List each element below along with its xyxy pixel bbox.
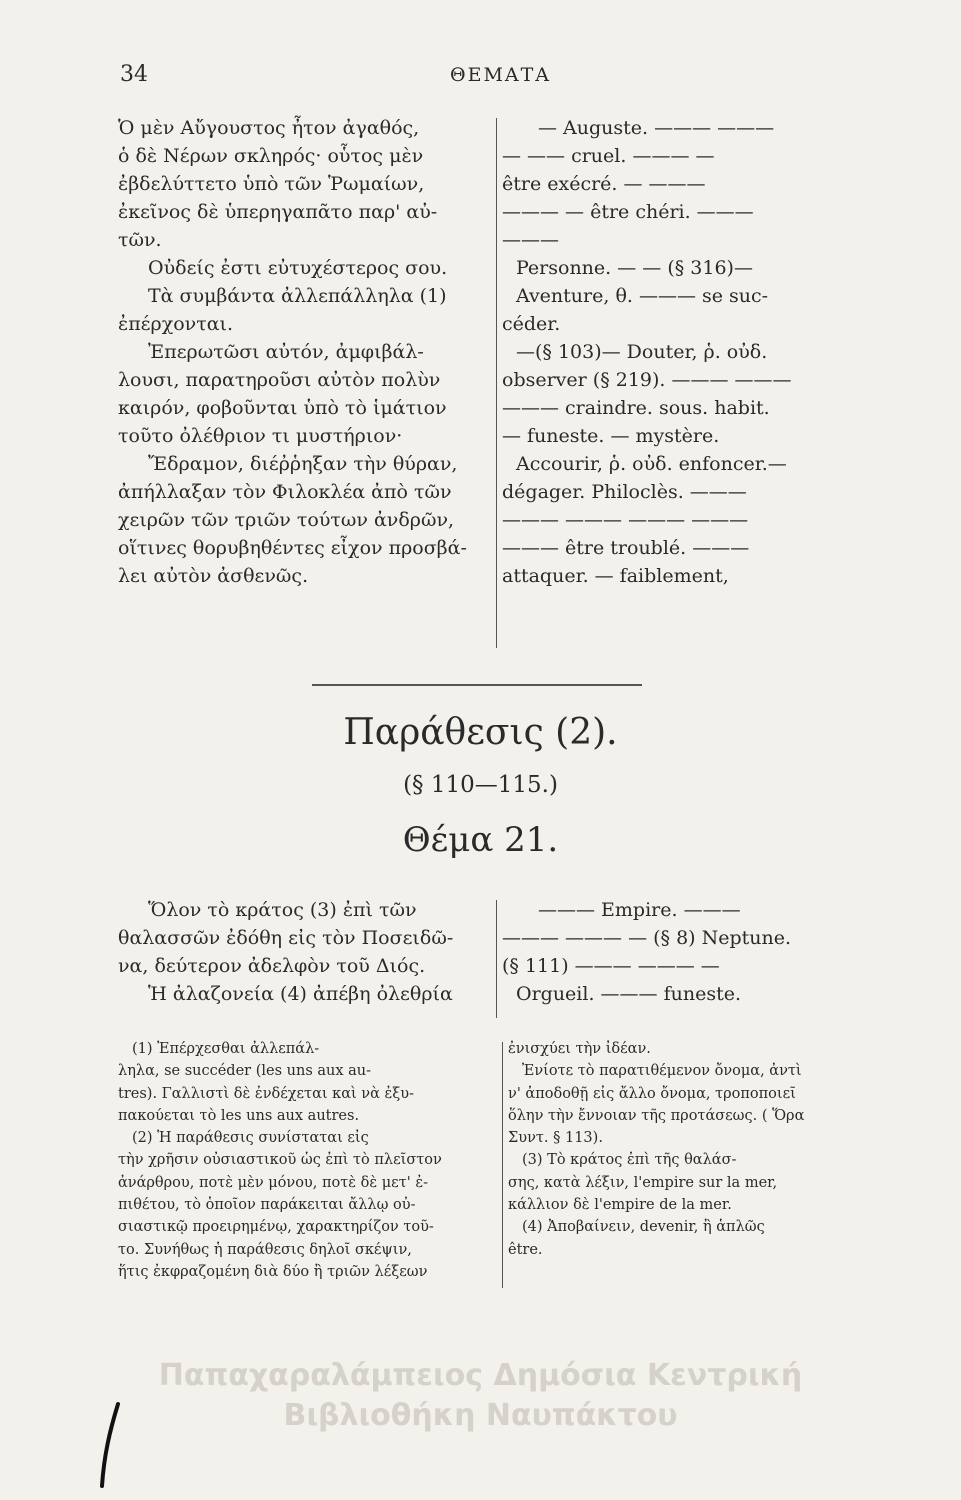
footnote-line: Ἐνίοτε τὸ παρατιθέμενον ὄνομα, ἀντὶ: [522, 1063, 802, 1080]
french-line: ——— — être chéri. ———: [502, 201, 754, 223]
greek-line: Ὁ μὲν Αὔγουστος ἦτον ἀγαθός,: [118, 117, 420, 139]
french-line: — Auguste. ——— ———: [538, 117, 775, 139]
french-line: — —— cruel. ——— —: [502, 145, 715, 167]
running-title: ΘΕΜΑΤΑ: [450, 64, 552, 86]
footnotes-right-column: [508, 1038, 888, 1261]
watermark-line-1: Παπαχαραλάμπειος Δημόσια Κεντρική: [158, 1358, 803, 1393]
french-line: —(§ 103)— Douter, ῥ. οὐδ.: [516, 341, 768, 363]
french-line: attaquer. — faiblement,: [502, 565, 729, 587]
french-line: ——— ——— ——— ———: [502, 509, 749, 531]
french-line: céder.: [502, 313, 561, 335]
greek-line: Ἔδραμον, διέῤῥηξαν τὴν θύραν,: [148, 453, 458, 475]
greek-line: θαλασσῶν ἐδόθη εἰς τὸν Ποσειδῶ-: [118, 927, 454, 949]
column-divider: [496, 118, 497, 648]
footnotes-left-column: [118, 1038, 490, 1283]
footnote-line: ὅλην τὴν ἔννοιαν τῆς προτάσεως. ( Ὅρα: [508, 1107, 805, 1124]
footnote-line: ἀνάρθρου, ποτὲ μὲν μόνου, ποτὲ δὲ μετ' ἐ-: [118, 1174, 428, 1191]
footnote-line: τὴν χρῆσιν οὐσιαστικοῦ ὡς ἐπὶ τὸ πλεῖστον: [118, 1152, 442, 1169]
footnote-line: (4) Ἀποβαίνειν, devenir, ἢ ἁπλῶς: [522, 1219, 765, 1236]
french-line: (§ 111) ——— ——— —: [502, 955, 720, 977]
section-reference: (§ 110—115.): [403, 772, 558, 798]
footnote-line: ληλα, se succéder (les uns aux au-: [118, 1063, 372, 1080]
ink-stroke-mark: [96, 1400, 126, 1490]
greek-line: ἀπήλλαξαν τὸν Φιλοκλέα ἀπὸ τῶν: [118, 481, 452, 503]
greek-line: λουσι, παρατηροῦσι αὐτὸν πολὺν: [118, 369, 441, 391]
section-separator: [312, 684, 642, 686]
greek-line: ὁ δὲ Νέρων σκληρός· οὗτος μὲν: [118, 145, 424, 167]
page-number: 34: [120, 62, 148, 87]
footnote-line: (1) Ἐπέρχεσθαι ἀλλεπάλ-: [132, 1041, 320, 1057]
french-line: ———: [502, 229, 559, 251]
footnote-line: σης, κατὰ λέξιν, l'empire sur la mer,: [508, 1174, 778, 1191]
french-line: observer (§ 219). ——— ———: [502, 369, 792, 391]
footnote-divider: [502, 1042, 503, 1288]
theme-title: Θέμα 21.: [402, 820, 559, 860]
footnotes: [118, 1038, 888, 1288]
greek-line: λει αὐτὸν ἀσθενῶς.: [118, 565, 309, 587]
exercise-1-french-column: [502, 114, 892, 590]
french-line: Accourir, ῥ. οὐδ. enfoncer.—: [516, 453, 787, 475]
french-line: ——— Empire. ———: [538, 899, 741, 921]
exercise-2-greek-column: [118, 896, 490, 1008]
exercise-1: [118, 114, 888, 654]
exercise-2: [118, 896, 888, 1016]
footnote-line: πακούεται τὸ les uns aux autres.: [118, 1107, 360, 1124]
footnote-line: ἥτις ἐκφραζομένη διὰ δύο ἢ τριῶν λέξεων: [118, 1263, 428, 1280]
page-header: [120, 62, 880, 92]
greek-line: Τὰ συμβάντα ἀλλεπάλληλα (1): [148, 285, 447, 307]
french-line: ——— craindre. sous. habit.: [502, 397, 770, 419]
footnote-line: κάλλιον δὲ l'empire de la mer.: [508, 1197, 732, 1214]
greek-line: Ὅλον τὸ κράτος (3) ἐπὶ τῶν: [148, 899, 417, 921]
exercise-2-french-column: [502, 896, 892, 1008]
french-line: ——— être troublé. ———: [502, 537, 750, 559]
footnote-line: Συντ. § 113).: [508, 1130, 603, 1147]
footnote-line: (3) Τὸ κράτος ἐπὶ τῆς θαλάσ-: [522, 1152, 737, 1169]
greek-line: Ἐπερωτῶσι αὐτόν, ἀμφιβάλ-: [148, 341, 424, 363]
french-line: Orgueil. ——— funeste.: [516, 983, 741, 1005]
footnote-line: πιθέτου, τὸ ὁποῖον παράκειται ἄλλῳ οὐ-: [118, 1197, 416, 1214]
greek-line: οἵτινες θορυβηθέντες εἶχον προσβά-: [118, 537, 467, 559]
footnote-line: ἐνισχύει τὴν ἰδέαν.: [508, 1041, 651, 1057]
footnote-line: σιαστικῷ προειρημένῳ, χαρακτηρίζον τοῦ-: [118, 1219, 434, 1236]
greek-line: να, δεύτερον ἀδελφὸν τοῦ Διός.: [118, 955, 426, 977]
section-title: Παράθεσις (2).: [343, 712, 618, 753]
footnote-line: (2) Ἡ παράθεσις συνίσταται εἰς: [132, 1130, 369, 1147]
greek-line: Οὐδείς ἐστι εὐτυχέστερος σου.: [148, 257, 448, 279]
greek-line: καιρόν, φοβοῦνται ὑπὸ τὸ ἱμάτιον: [118, 397, 447, 419]
greek-line: ἐβδελύττετο ὑπὸ τῶν Ῥωμαίων,: [118, 173, 425, 195]
footnote-line: être.: [508, 1241, 543, 1258]
french-line: ——— ——— — (§ 8) Neptune.: [502, 927, 792, 949]
french-line: Personne. — — (§ 316)—: [516, 257, 753, 279]
french-line: être exécré. — ———: [502, 173, 706, 195]
french-line: — funeste. — mystère.: [502, 425, 720, 447]
greek-line: χειρῶν τῶν τριῶν τούτων ἀνδρῶν,: [118, 509, 455, 531]
greek-line: τῶν.: [118, 229, 162, 251]
greek-line: Ἡ ἀλαζονεία (4) ἀπέβη ὀλεθρία: [148, 983, 453, 1005]
greek-line: τοῦτο ὀλέθριον τι μυστήριον·: [118, 425, 403, 447]
footnote-line: ν' ἀποδοθῇ εἰς ἄλλο ὄνομα, τροποποιεῖ: [508, 1085, 796, 1102]
column-divider: [496, 900, 497, 1018]
french-line: Aventure, θ. ——— se suc-: [516, 285, 769, 307]
footnote-line: tres). Γαλλιστὶ δὲ ἐνδέχεται καὶ νὰ ἐξυ-: [118, 1085, 414, 1102]
french-line: dégager. Philoclès. ———: [502, 481, 747, 503]
exercise-1-greek-column: [118, 114, 490, 590]
greek-line: ἐκεῖνος δὲ ὑπερηγαπᾶτο παρ' αὐ-: [118, 201, 438, 223]
greek-line: ἐπέρχονται.: [118, 313, 234, 335]
footnote-line: το. Συνήθως ἡ παράθεσις δηλοῖ σκέψιν,: [118, 1241, 412, 1258]
watermark-line-2: Βιβλιοθήκη Ναυπάκτου: [283, 1398, 678, 1433]
